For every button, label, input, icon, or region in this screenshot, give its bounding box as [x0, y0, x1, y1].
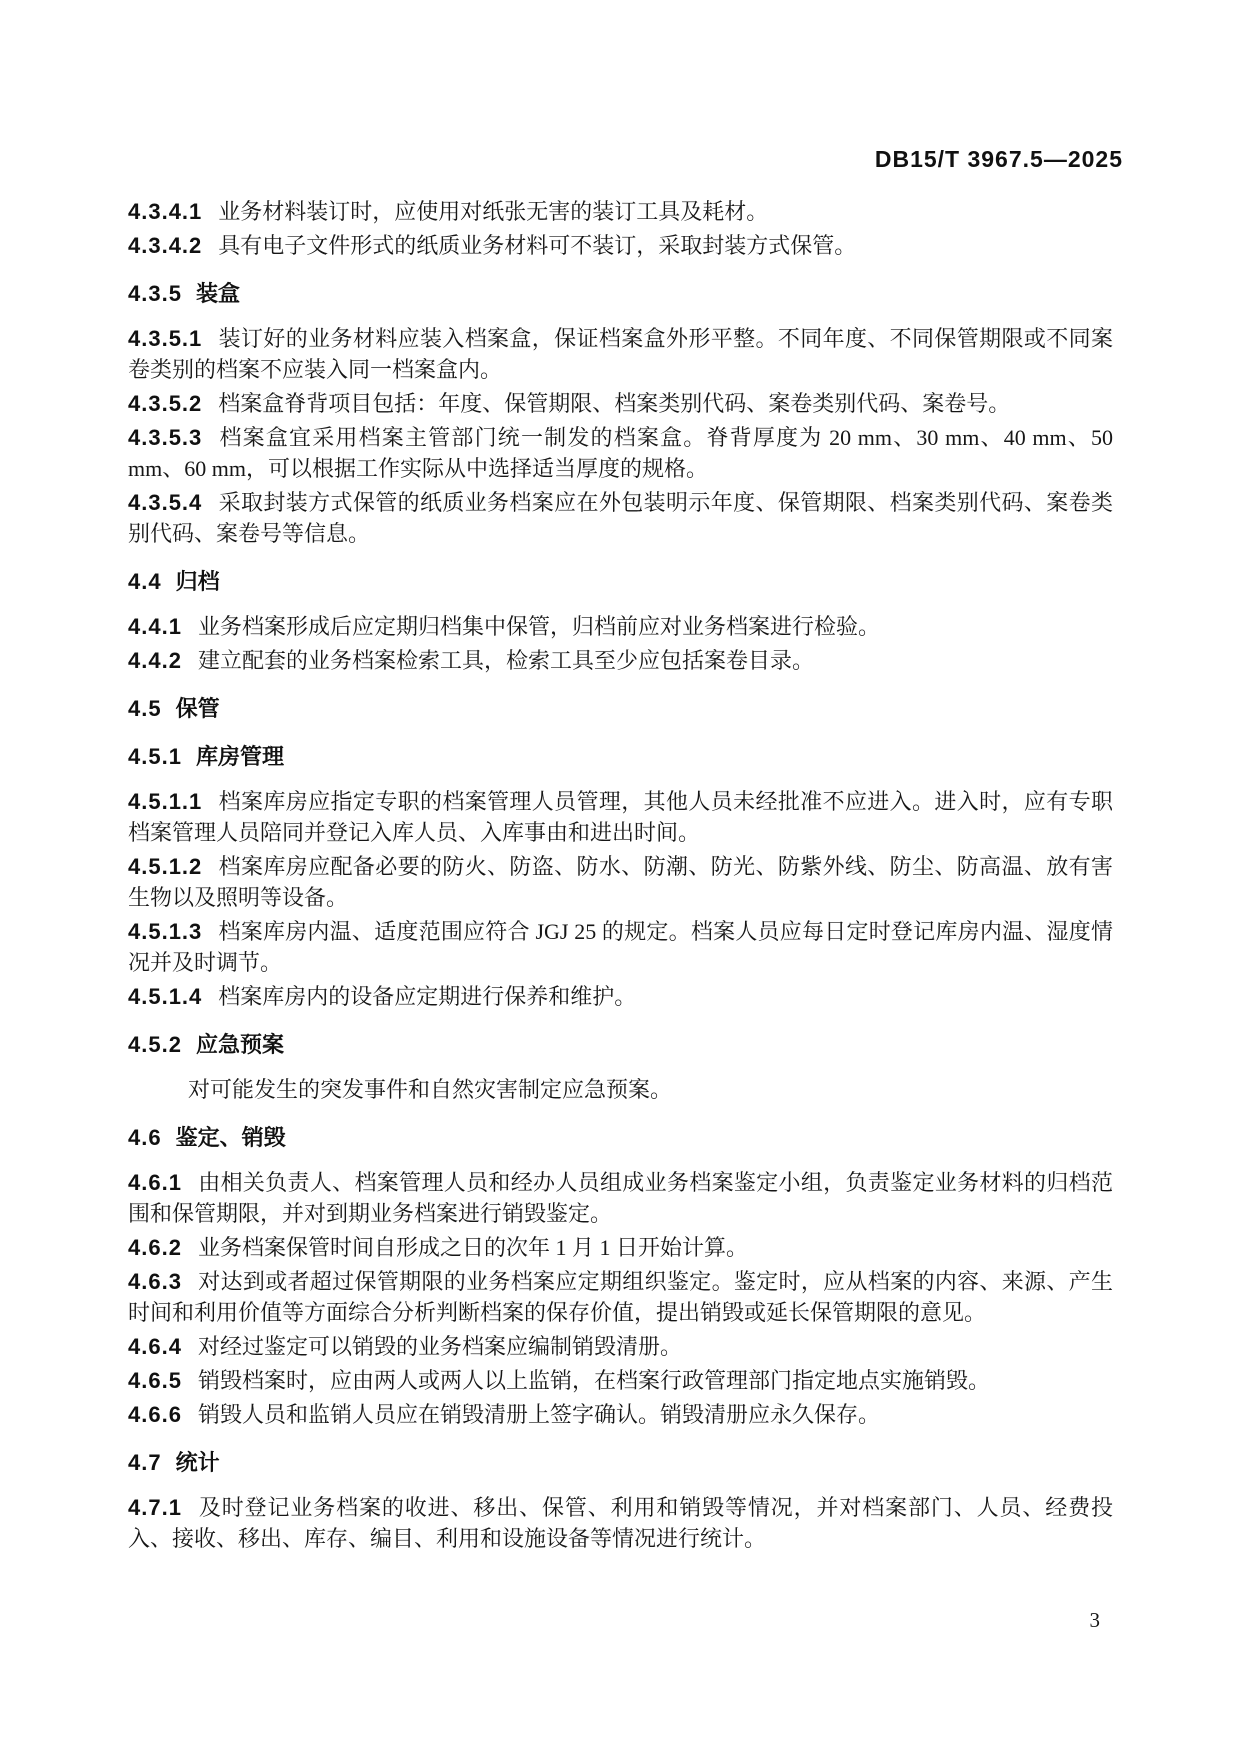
heading-text: 统计 — [175, 1450, 220, 1475]
clause-text: 对达到或者超过保管期限的业务档案应定期组织鉴定。鉴定时，应从档案的内容、来源、产生时间和利用价值等方面综合分析判断档案的保存价值，提出销毁或延长保管期限的意见。 — [128, 1269, 1113, 1325]
clause-text: 对经过鉴定可以销毁的业务档案应编制销毁清册。 — [197, 1334, 682, 1359]
clause-text: 及时登记业务档案的收进、移出、保管、利用和销毁等情况，并对档案部门、人员、经费投入、接收、移出、库存、编目、利用和设施设备等情况进行统计。 — [128, 1495, 1113, 1551]
clause-4.6.5 — [128, 1365, 1113, 1396]
clause-number: 4.6.4 — [128, 1334, 182, 1359]
clause-4.5.1.3 — [128, 916, 1113, 978]
clause-text: 档案盒宜采用档案主管部门统一制发的档案盒。脊背厚度为 20 mm、30 mm、40 mm、50 mm、60 mm，可以根据工作实际从中选择适当厚度的规格。 — [128, 425, 1113, 481]
section-heading-4.3.5 — [128, 278, 1113, 309]
clause-number: 4.6.3 — [128, 1269, 182, 1294]
clause-4.3.5.3 — [128, 422, 1113, 484]
clause-text: 具有电子文件形式的纸质业务材料可不装订，采取封装方式保管。 — [218, 233, 857, 258]
clause-text: 档案库房内的设备应定期进行保养和维护。 — [218, 984, 637, 1009]
clause-number: 4.4.1 — [128, 614, 182, 639]
clause-text: 建立配套的业务档案检索工具，检索工具至少应包括案卷目录。 — [197, 648, 814, 673]
clause-number: 4.3.4.1 — [128, 199, 203, 224]
clause-number: 4.7 — [128, 1450, 162, 1475]
clause-4.6.4 — [128, 1331, 1113, 1362]
clause-number: 4.3.5.2 — [128, 391, 203, 416]
clause-4.7.1 — [128, 1492, 1113, 1554]
clause-text: 档案库房内温、适度范围应符合 JGJ 25 的规定。档案人员应每日定时登记库房内温、湿度情况并及时调节。 — [128, 919, 1113, 975]
clause-text: 业务档案形成后应定期归档集中保管，归档前应对业务档案进行检验。 — [197, 614, 880, 639]
clause-4.4.2 — [128, 645, 1113, 676]
section-heading-4.4 — [128, 566, 1113, 597]
clause-number: 4.6.1 — [128, 1170, 182, 1195]
clause-text: 销毁人员和监销人员应在销毁清册上签字确认。销毁清册应永久保存。 — [197, 1402, 880, 1427]
clause-number: 4.6.5 — [128, 1368, 182, 1393]
paragraph — [128, 1074, 1113, 1105]
clause-text: 由相关负责人、档案管理人员和经办人员组成业务档案鉴定小组，负责鉴定业务材料的归档范围和保管期限，并对到期业务档案进行销毁鉴定。 — [128, 1170, 1113, 1226]
clause-4.3.5.4 — [128, 487, 1113, 549]
clause-number: 4.4.2 — [128, 648, 182, 673]
document-header — [128, 146, 1123, 173]
clause-number: 4.3.5.4 — [128, 490, 203, 515]
clause-number: 4.6.2 — [128, 1235, 182, 1260]
clause-number: 4.3.5.1 — [128, 326, 203, 351]
clause-number: 4.5.2 — [128, 1032, 182, 1057]
document-content — [128, 196, 1113, 1557]
clause-text: 销毁档案时，应由两人或两人以上监销，在档案行政管理部门指定地点实施销毁。 — [197, 1368, 990, 1393]
section-heading-4.5.2 — [128, 1029, 1113, 1060]
clause-4.6.3 — [128, 1266, 1113, 1328]
clause-4.5.1.1 — [128, 786, 1113, 848]
doc-number: DB15/T 3967.5—2025 — [874, 146, 1123, 172]
clause-text: 档案库房应指定专职的档案管理人员管理，其他人员未经批准不应进入。进入时，应有专职档案管理人员陪同并登记入库人员、入库事由和进出时间。 — [128, 789, 1113, 845]
heading-text: 库房管理 — [195, 744, 284, 769]
section-heading-4.7 — [128, 1447, 1113, 1478]
clause-text: 档案盒脊背项目包括：年度、保管期限、档案类别代码、案卷类别代码、案卷号。 — [218, 391, 1011, 416]
clause-text: 采取封装方式保管的纸质业务档案应在外包装明示年度、保管期限、档案类别代码、案卷类别代码、案卷号等信息。 — [128, 490, 1113, 546]
clause-number: 4.7.1 — [128, 1495, 182, 1520]
clause-4.5.1.4 — [128, 981, 1113, 1012]
clause-4.3.4.1 — [128, 196, 1113, 227]
clause-text: 业务档案保管时间自形成之日的次年 1 月 1 日开始计算。 — [197, 1235, 748, 1260]
page-footer — [128, 1608, 1100, 1633]
clause-text: 业务材料装订时，应使用对纸张无害的装订工具及耗材。 — [218, 199, 769, 224]
heading-text: 应急预案 — [195, 1032, 284, 1057]
section-heading-4.5 — [128, 693, 1113, 724]
clause-number: 4.5.1.2 — [128, 854, 203, 879]
heading-text: 鉴定、销毁 — [175, 1125, 286, 1150]
clause-4.3.4.2 — [128, 230, 1113, 261]
clause-text: 装订好的业务材料应装入档案盒，保证档案盒外形平整。不同年度、不同保管期限或不同案卷类别的档案不应装入同一档案盒内。 — [128, 326, 1113, 382]
clause-4.6.1 — [128, 1167, 1113, 1229]
clause-number: 4.6 — [128, 1125, 162, 1150]
clause-number: 4.5.1 — [128, 744, 182, 769]
clause-4.5.1.2 — [128, 851, 1113, 913]
heading-text: 装盒 — [195, 281, 240, 306]
section-heading-4.5.1 — [128, 741, 1113, 772]
clause-4.3.5.1 — [128, 323, 1113, 385]
heading-text: 保管 — [175, 696, 220, 721]
clause-number: 4.3.5 — [128, 281, 182, 306]
clause-4.4.1 — [128, 611, 1113, 642]
clause-4.6.6 — [128, 1399, 1113, 1430]
heading-text: 归档 — [175, 569, 220, 594]
clause-number: 4.3.5.3 — [128, 425, 203, 450]
clause-number: 4.6.6 — [128, 1402, 182, 1427]
clause-number: 4.5.1.1 — [128, 789, 203, 814]
clause-number: 4.5 — [128, 696, 162, 721]
clause-text: 档案库房应配备必要的防火、防盗、防水、防潮、防光、防紫外线、防尘、防高温、放有害生物以及照明等设备。 — [128, 854, 1113, 910]
clause-number: 4.5.1.4 — [128, 984, 203, 1009]
page-number: 3 — [1089, 1608, 1100, 1632]
clause-4.3.5.2 — [128, 388, 1113, 419]
clause-4.6.2 — [128, 1232, 1113, 1263]
clause-number: 4.4 — [128, 569, 162, 594]
clause-number: 4.5.1.3 — [128, 919, 203, 944]
clause-text: 对可能发生的突发事件和自然灾害制定应急预案。 — [188, 1077, 673, 1102]
clause-number: 4.3.4.2 — [128, 233, 203, 258]
section-heading-4.6 — [128, 1122, 1113, 1153]
